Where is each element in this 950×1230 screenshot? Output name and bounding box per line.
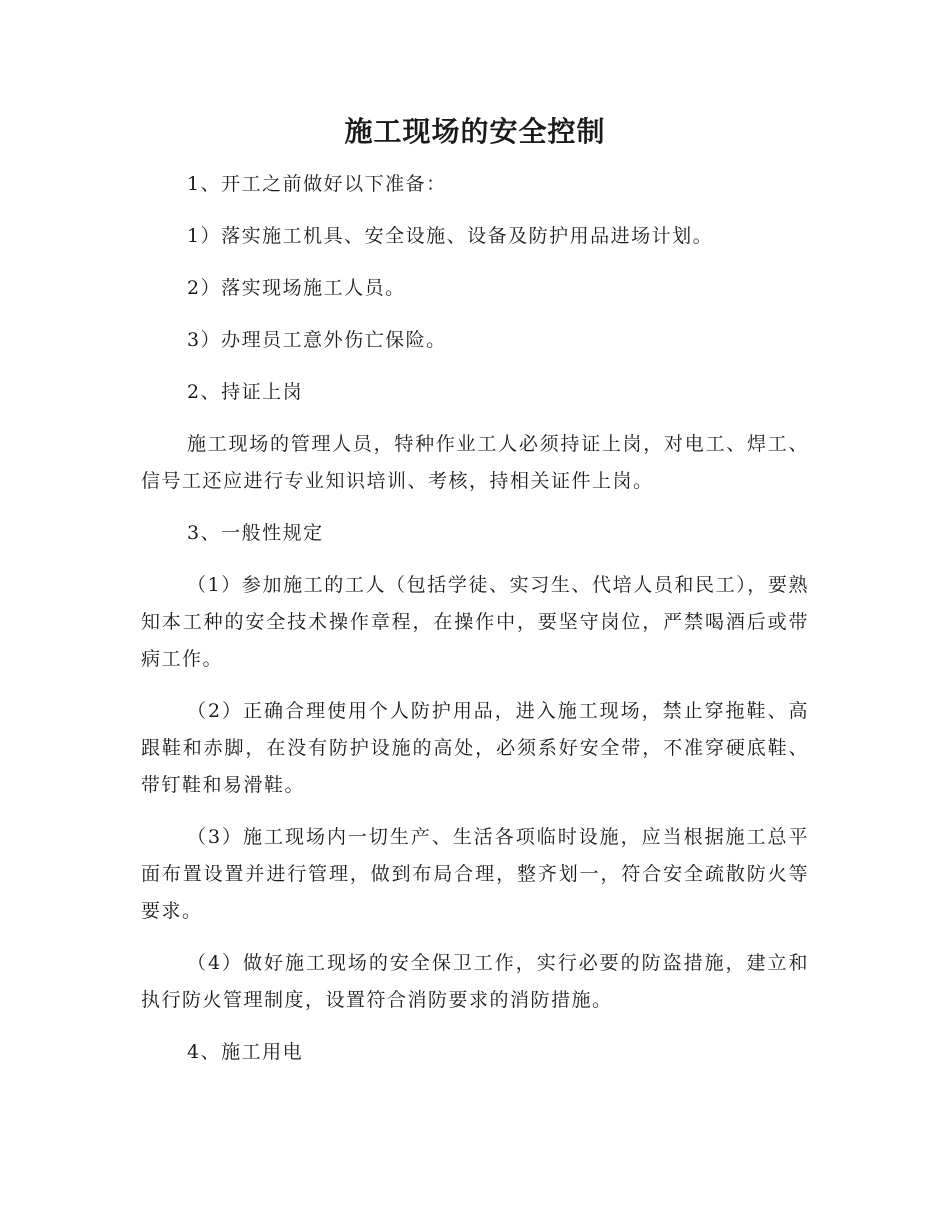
section-heading-1: 1、开工之前做好以下准备： — [187, 173, 447, 195]
page-title: 施工现场的安全控制 — [344, 115, 606, 148]
rule-item-1: （1）参加施工的工人（包括学徒、实习生、代培人员和民工），要熟知本工种的安全技术操作章程，在操作中，要坚守岗位，严禁喝酒后或带病工作。 — [141, 574, 809, 670]
document-body — [141, 166, 809, 1086]
list-item-2: 2）落实现场施工人员。 — [187, 277, 406, 299]
list-item-3: 3）办理员工意外伤亡保险。 — [187, 329, 447, 351]
section-heading-4: 4、施工用电 — [187, 1041, 304, 1063]
rule-item-2: （2）正确合理使用个人防护用品，进入施工现场，禁止穿拖鞋、高跟鞋和赤脚，在没有防护设施的高处，必须系好安全带，不准穿硬底鞋、带钉鞋和易滑鞋。 — [141, 700, 809, 796]
section-heading-3: 3、一般性规定 — [187, 522, 324, 544]
rule-item-3: （3）施工现场内一切生产、生活各项临时设施，应当根据施工总平面布置设置并进行管理，做到布局合理，整齐划一，符合安全疏散防火等要求。 — [141, 826, 809, 922]
rule-item-4: （4）做好施工现场的安全保卫工作，实行必要的防盗措施，建立和执行防火管理制度，设置符合消防要求的消防措施。 — [141, 952, 809, 1011]
section-heading-2: 2、持证上岗 — [187, 381, 304, 403]
body-paragraph: 施工现场的管理人员，特种作业工人必须持证上岗，对电工、焊工、信号工还应进行专业知识培训、考核，持相关证件上岗。 — [141, 433, 809, 492]
list-item-1: 1）落实施工机具、安全设施、设备及防护用品进场计划。 — [187, 225, 714, 247]
